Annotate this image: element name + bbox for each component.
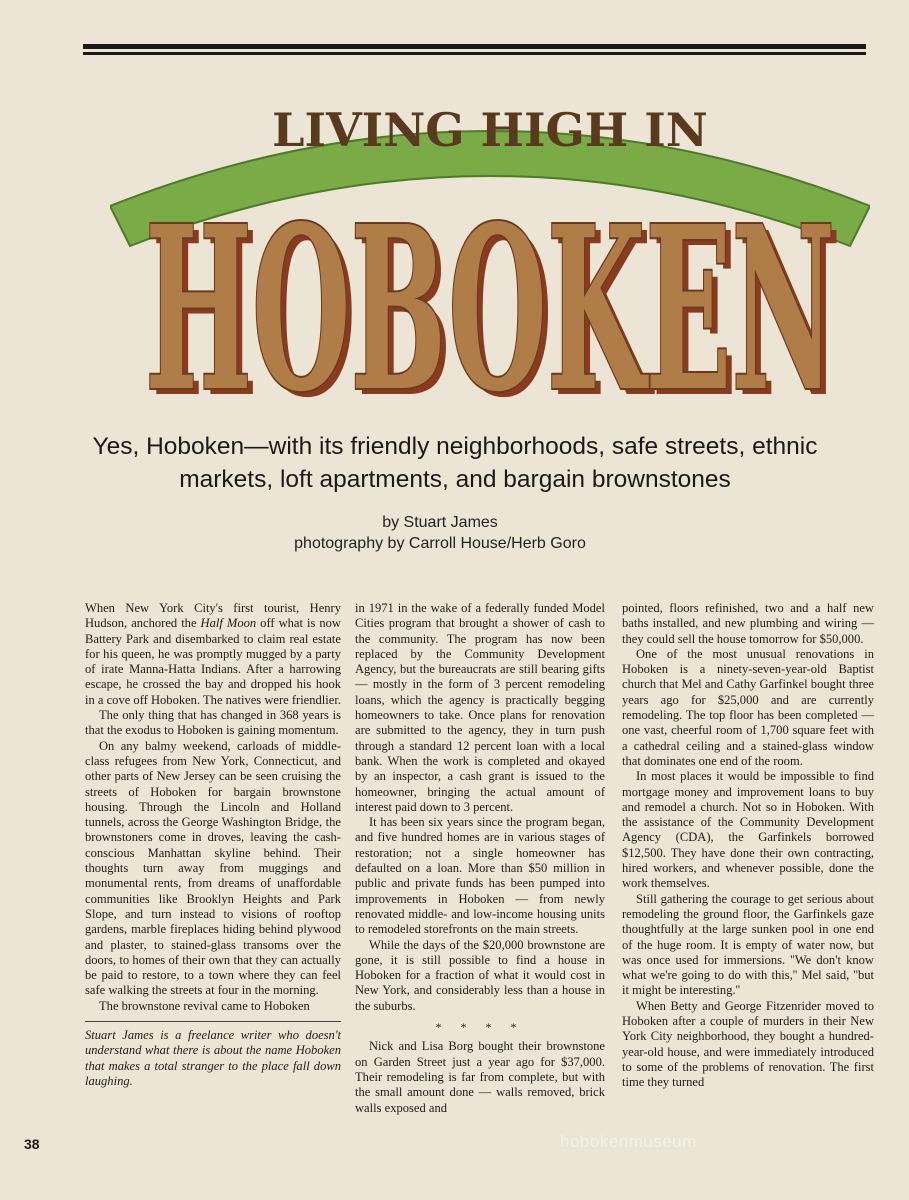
section-separator: * * * * bbox=[435, 1020, 525, 1035]
paragraph: When New York City's first tourist, Henry Hudson, anchored the Half Moon off what is now Battery Park and disembarked to claim real estate for his queen, he was promptly mugged by a party of irate Manna-Hatta Indians. After a harrowing escape, he crossed the bay and dropped his hook in a cove off Hoboken. The natives were friendlier. bbox=[85, 601, 341, 707]
paragraph: One of the most unusual renovations in Hoboken is a ninety-seven-year-old Baptist church that Mel and Cathy Garfinkel bought three years ago for $25,000 and are currently remodeling. The top floor has been completed — one vast, cheerful room of 1,700 square feet with a cathedral ceiling and a stained-glass window that dominates one end of the room. bbox=[622, 646, 874, 768]
bio-divider bbox=[85, 1021, 341, 1022]
paragraph: When Betty and George Fitzenrider moved to Hoboken after a couple of murders in their New York City neighborhood, they bought a hundred-year-old house, and were immediately introduced to some of the problems of renovation. The first time they turned bbox=[622, 998, 874, 1090]
paragraph: It has been six years since the program began, and five hundred homes are in various stages of restoration; not a single homeowner has defaulted on a loan. More than $50 million in public and private funds has been pumped into improvements in Hoboken — from newly renovated middle- and low-income housing units to remodeled storefronts on the main streets. bbox=[355, 815, 605, 937]
ship-name: Half Moon bbox=[200, 616, 257, 631]
paragraph: The only thing that has changed in 368 years is that the exodus to Hoboken is gaining momentum. bbox=[85, 708, 341, 738]
kicker-text: LIVING HIGH IN bbox=[272, 103, 708, 157]
title-shadow: HOBOKEN bbox=[151, 184, 841, 406]
paragraph: in 1971 in the wake of a federally funded Model Cities program that brought a shower of cash to the community. The program has now been replaced by the Community Development Agency, but the bureaucrats are still bearing gifts — mostly in the form of 3 percent remodeling loans, which the agency is practically begging homeowners to take. Once plans for renovation are submitted to the agency, they in turn push through a standard 12 percent loan with a local bank. When the work is completed and okayed by an inspector, a cash grant is issued to the homeowner, bringing the actual amount of interest paid down to 3 percent. bbox=[355, 601, 605, 814]
paragraph: On any balmy weekend, carloads of middle-class refugees from New York, Connecticut, and other parts of New Jersey can be seen cruising the streets of Hoboken for bargain brownstone housing. Through the Lincoln and Holland tunnels, across the George Washington Bridge, the brownstoners come in droves, leaving the cash-conscious Manhattan skyline behind. Their thoughts turn away from muggings and monumental rents, from dreams of unaffordable communities like Brooklyn Heights and Park Slope, and turn instead to visions of rooftop gardens, marble fireplaces hiding behind plywood and plaster, to stained-glass transoms over the doors, to homes of their own that they can actually be paid to restore, to a town where they can feel safe walking the streets at four in the morning. bbox=[85, 738, 341, 998]
paragraph: pointed, floors refinished, two and a half new baths installed, and new plumbing and wiring — they could sell the house tomorrow for $50,000. bbox=[622, 601, 874, 646]
article-column-2 bbox=[355, 601, 605, 1116]
masthead-logo bbox=[110, 76, 870, 406]
top-rule-thin bbox=[83, 52, 866, 55]
paragraph: Nick and Lisa Borg bought their brownstone on Garden Street just a year ago for $37,000. Their remodeling is far from complete, but with the small amount done — walls removed, brick walls exposed and bbox=[355, 1039, 605, 1115]
paragraph: The brownstone revival came to Hoboken bbox=[99, 998, 310, 1013]
author-bio: Stuart James is a freelance writer who doesn't understand what there is about the name Hoboken that makes a total stranger to the place fall down laughing. bbox=[85, 1028, 341, 1088]
subtitle bbox=[60, 430, 850, 496]
paragraph: In most places it would be impossible to find mortgage money and improvement loans to buy and remodel a church. Not so in Hoboken. With the assistance of the Community Development Agency (CDA), the Garfinkels borrowed $12,500. They have done their own contracting, hired workers, and whenever possible, done the work themselves. bbox=[622, 769, 874, 891]
author-credit: by Stuart James bbox=[382, 514, 498, 531]
watermark: hobokenmuseum bbox=[560, 1132, 697, 1151]
photo-credit: photography by Carroll House/Herb Goro bbox=[294, 535, 586, 552]
article-column-3 bbox=[622, 601, 874, 1091]
top-rule-thick bbox=[83, 44, 866, 49]
article-column-1 bbox=[85, 601, 341, 1089]
subtitle-line-1: Yes, Hoboken—with its friendly neighborhoods, safe streets, ethnic bbox=[92, 433, 818, 460]
paragraph: Still gathering the courage to get serious about remodeling the ground floor, the Garfinkels gaze thoughtfully at the large sunken pool in one end of the huge room. It is empty of water now, but was once used for immersions. ''We don't know what we're going to do with this,'' Mel said, ''but it might be interesting.'' bbox=[622, 891, 874, 998]
page-number: 38 bbox=[24, 1136, 40, 1152]
byline bbox=[240, 512, 640, 554]
subtitle-line-2: markets, loft apartments, and bargain brownstones bbox=[179, 466, 731, 493]
title-text: HOBOKEN bbox=[145, 178, 835, 406]
paragraph: While the days of the $20,000 brownstone are gone, it is still possible to find a house in Hoboken for a fraction of what it would cost in New York, and considerably less than a house in the suburbs. bbox=[355, 937, 605, 1013]
